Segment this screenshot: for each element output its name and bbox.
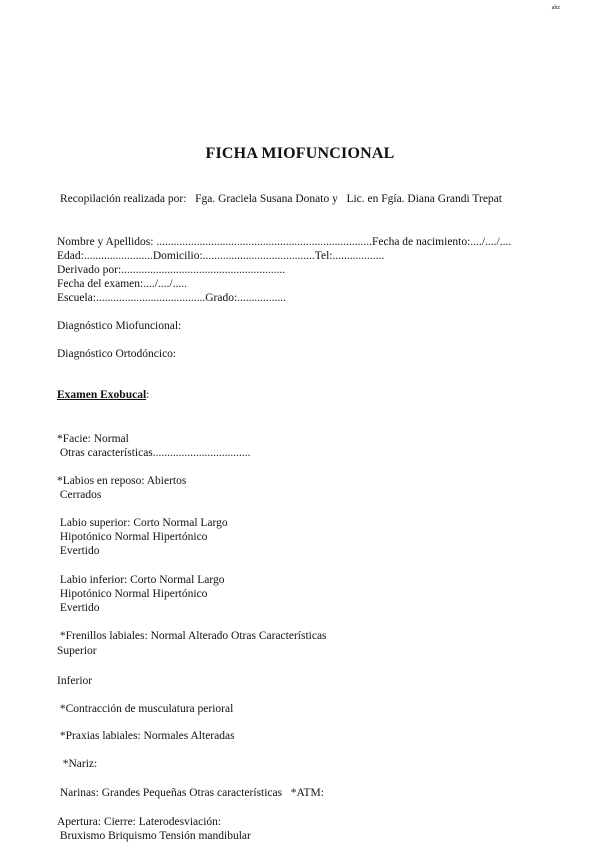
compiled-by-line: Recopilación realizada por: Fga. Graciela Susana Donato y Lic. en Fgía. Diana Grandi Trepat bbox=[60, 193, 502, 205]
corner-mark: ahz bbox=[551, 5, 560, 11]
exam-line: *Frenillos labiales: Normal Alterado Otras Características bbox=[57, 630, 327, 642]
exam-line: Cerrados bbox=[57, 489, 102, 501]
exam-line: Apertura: Cierre: Laterodesviación: bbox=[57, 816, 222, 828]
exam-line: *Praxias labiales: Normales Alteradas bbox=[57, 730, 235, 742]
exam-line: *Contracción de musculatura perioral bbox=[57, 703, 234, 715]
school-line: Escuela:......................................Grado:................. bbox=[57, 292, 287, 304]
diagnosis-myofunctional: Diagnóstico Miofuncional: bbox=[57, 320, 182, 332]
section-heading-colon: : bbox=[146, 389, 150, 401]
exam-line: *Facie: Normal bbox=[57, 433, 129, 445]
name-line: Nombre y Apellidos: ...........................................................................Fecha de nacimiento:..../..../.... bbox=[57, 236, 512, 248]
exam-line: Narinas: Grandes Pequeñas Otras características *ATM: bbox=[57, 787, 324, 799]
exam-line: Otras características.................................. bbox=[57, 447, 251, 459]
exam-line: Hipotónico Normal Hipertónico bbox=[57, 588, 208, 600]
exam-line: Evertido bbox=[57, 545, 100, 557]
exam-line: *Nariz: bbox=[57, 758, 98, 770]
exam-line: *Labios en reposo: Abiertos bbox=[57, 475, 187, 487]
exam-line: Labio superior: Corto Normal Largo bbox=[57, 517, 228, 529]
page-title: FICHA MIOFUNCIONAL bbox=[205, 145, 395, 162]
exam-date-line: Fecha del examen:..../..../..... bbox=[57, 278, 187, 290]
section-heading bbox=[57, 389, 149, 402]
exam-line: Labio inferior: Corto Normal Largo bbox=[57, 574, 225, 586]
diagnosis-orthodontic: Diagnóstico Ortodóncico: bbox=[57, 348, 177, 360]
exam-line: Hipotónico Normal Hipertónico bbox=[57, 531, 208, 543]
section-heading-text: Examen Exobucal bbox=[57, 389, 147, 401]
exam-line: Superior bbox=[57, 645, 97, 657]
exam-line: Inferior bbox=[57, 675, 93, 687]
age-line: Edad:........................Domicilio:.......................................Tel:.................. bbox=[57, 250, 385, 262]
exam-line: Bruxismo Briquismo Tensión mandibular bbox=[57, 830, 251, 842]
exam-line: Evertido bbox=[57, 602, 100, 614]
referred-line: Derivado por:......................................................... bbox=[57, 264, 286, 276]
